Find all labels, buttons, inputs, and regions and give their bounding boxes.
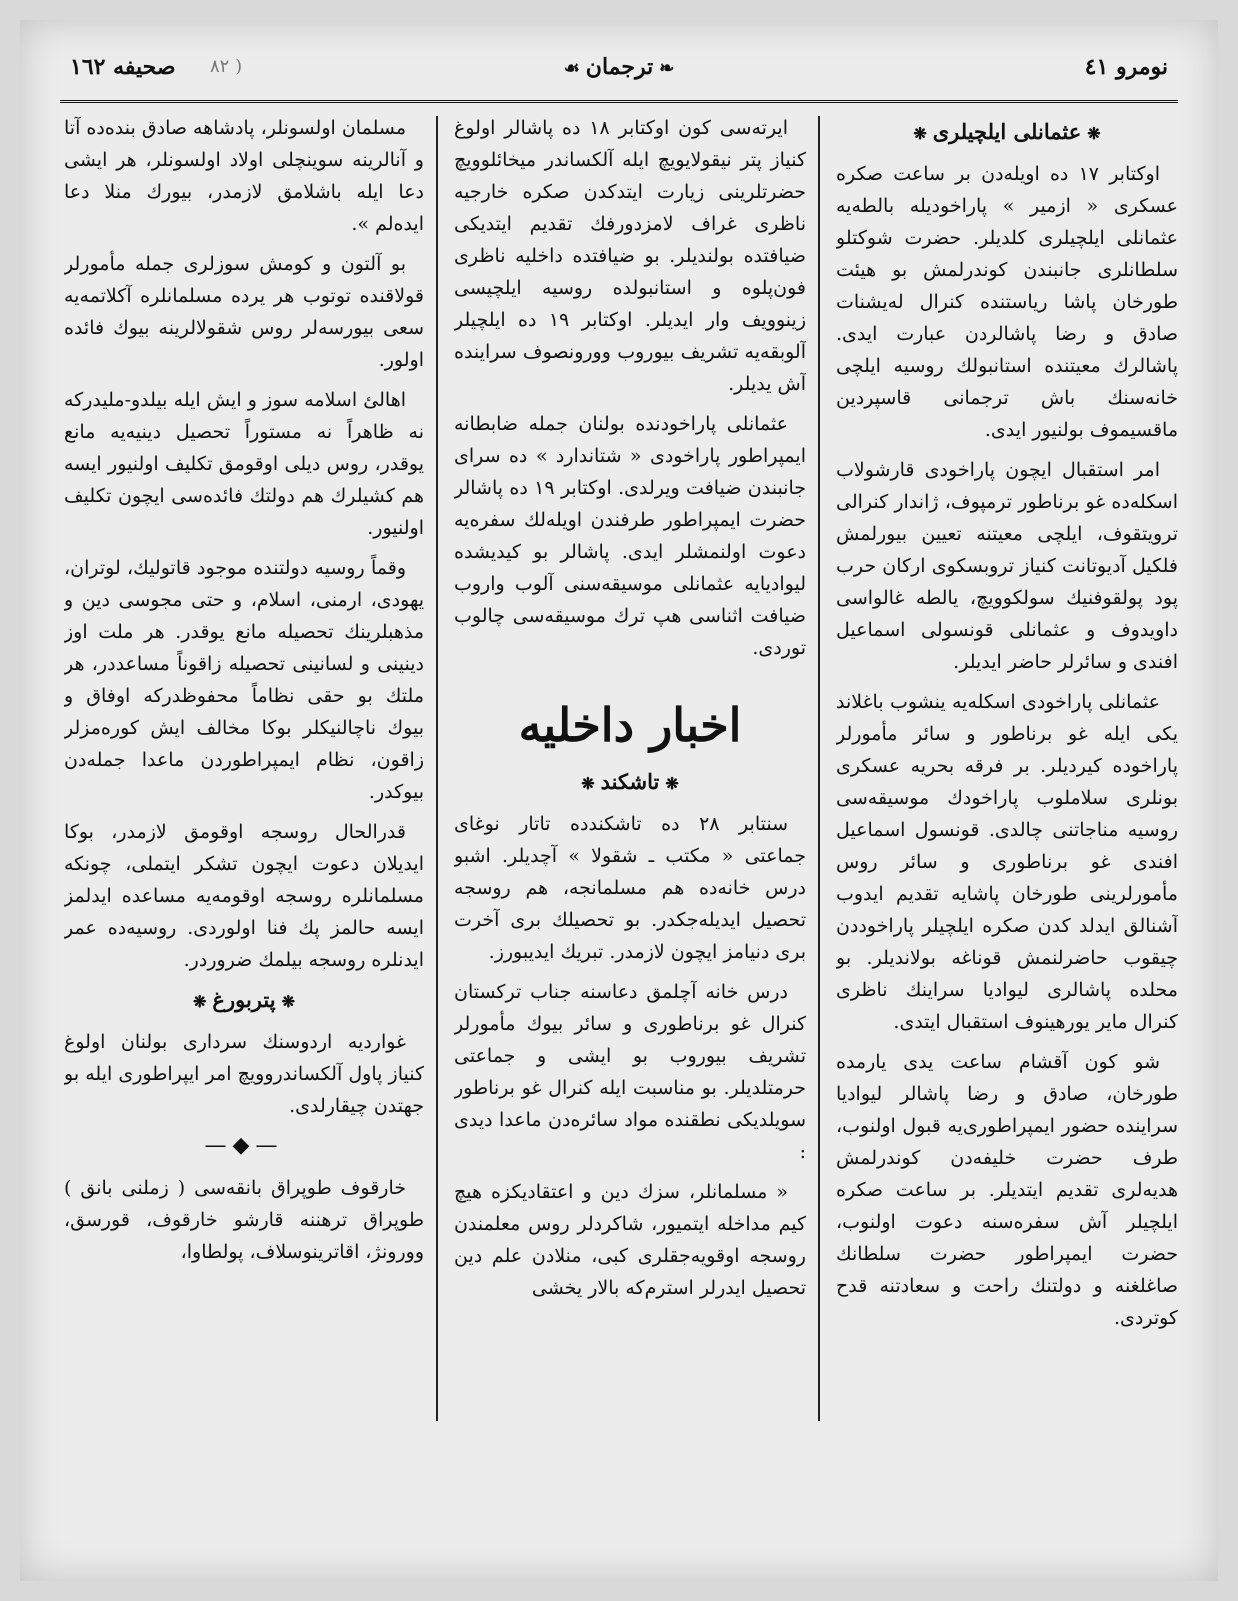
- ornament-icon: ❋: [665, 774, 679, 793]
- paragraph: اوكتابر ١٧ ده اويله‌دن بر ساعت صكره عسكری « ازمير » پاراخوديله بالطه‌يه عثمانلی ايلچيلری كلديلر. حضرت شوكتلو سلطانلری جانبندن كوندرلمش بو هيئت طورخان پاشا رياستنده كنرال له‌يشنات صادق و رضا پاشالردن عبارت ايدی. پاشالرك معيتنده استانبولك روسيه ايلچی خانه‌سنك باش ترجمانی قاسپردين ماقسيموف بولنيور ايدی.: [836, 163, 1178, 441]
- masthead-title: [558, 54, 681, 80]
- paragraph: خارقوف طوپراق بانقه‌سی ( زملنی بانق ) طوپراق ترهننه قارشو خارقوف، قورسق، وورونژ، اقاترينوسلاف، پولطاوا،: [64, 1177, 424, 1263]
- newspaper-page: [20, 20, 1218, 1581]
- paragraph: بو آلتون و كومش سوزلری جمله مأمورلر قولاقنده توتوب هر يرده مسلمانلره آكلاتمه‌يه سعی بيورسه‌لر روس شقولالرينه بيوك فائده اولور.: [64, 253, 424, 371]
- column-middle: [454, 112, 806, 1551]
- column-rule: [436, 116, 438, 1421]
- ornament-icon: ☙: [563, 58, 580, 79]
- column-rule: [818, 116, 820, 1421]
- section-heading-text: پتربورغ: [212, 987, 276, 1012]
- page-header: [60, 40, 1178, 100]
- section-main-heading: اخبار داخليه: [518, 698, 742, 752]
- paragraph: غواردیه اردوسنك سرداری بولنان اولوغ كنياز پاول آلكساندروويچ امر ايپراطوری ايله بو جهتدن چيقارلدی.: [64, 1031, 424, 1117]
- ornament-icon: ❋: [1087, 124, 1101, 143]
- paragraph: عثمانلی پاراخودنده بولنان جمله ضابطانه ايمپراطور پاراخودی « شتاندارد » ده سرای جانبندن ضيافت ويرلدی. اوكتابر ١٩ ده پاشالر حضرت ايمپراطور طرفندن اويله‌لك سفره‌يه دعوت اولنمشلر ايدی. پاشالر بو كيديشده ليواديايه عثمانلی موسيقه‌سنی آلوب واروب ضيافت اثناسی هپ ترك موسيقه‌سی چالوب توردی.: [454, 413, 806, 659]
- paragraph: سنتابر ٢٨ ده تاشكندده تاتار نوغای جماعتی « مكتب ـ شقولا » آچديلر. اشبو درس خانه‌ده هم مسلمانجه، هم روسجه تحصيل ايديله‌جكدر. بو تحصيلك بری آخرت بری دنيامز ايچون لازمدر. تبريك ايديبورز.: [454, 813, 806, 963]
- page-number: صحيفه ١٦٢: [70, 54, 176, 80]
- paragraph: وقماً روسيه دولتنده موجود قاتوليك، لوتران، يهودی، ارمنی، اسلام، و حتی مجوسی دين و مذهبلرينك تحصيله مانع يوقدر. هر ملت اوز دينينی و لسانينی تحصيله زاقوناً مساعددر، هر ملتك بو حقی نظاماً محفوظدركه اوفاق و بيوك ناچالنيكلر بوكا مخالف ايش كوره‌مزلر زاقون، نظام ايمپراطوردن ماعدا جمله‌دن بيوكدر.: [64, 557, 424, 803]
- page-note: ( ٨٢: [210, 56, 243, 77]
- section-heading: [836, 116, 1178, 150]
- ornament-icon: ❋: [581, 774, 595, 793]
- section-heading-text: عثمانلی ايلچيلری: [932, 119, 1082, 144]
- section-heading: [64, 984, 424, 1018]
- ornament-icon: ❋: [281, 992, 295, 1011]
- paragraph: قدرالحال روسجه اوقومق لازمدر، بوكا ايديلان دعوت ايچون تشكر ايتملی، چونكه مسلمانلره روسجه اوقومه‌يه مساعده ايدلمز ايسه حالمز پك فنا اولوردی. روسيه‌ده عمر ايدنلره روسجه بيلمك ضروردر.: [64, 821, 424, 971]
- paragraph: ايرته‌سی كون اوكتابر ١٨ ده پاشالر اولوغ كنياز پتر نيقولايويچ ايله آلكساندر ميخائلوويچ حضرتلرينی زيارت ايتدكدن صكره خارجيه ناظری غراف لامزدورفك تقديم ايتديكی ضيافتده بولنديلر. بو ضيافتده داخليه ناظری فون‌پلوه و استانبولده روسيه ايلچيسی زينوويف وار ايديلر. اوكتابر ١٩ ده ايلچيلر آلوبقه‌يه تشريف بيوروب وورونصوف سراينده آش يديلر.: [454, 117, 806, 395]
- paragraph: مسلمان اولسونلر، پادشاهه صادق بنده‌ده آتا و آنالرينه سوينچلی اولاد اولسونلر، هر ايشی دعا ايله باشلامق لازمدر، بيورك منلا دعا ايده‌لم ».: [64, 117, 424, 235]
- column-left: [64, 112, 424, 1551]
- paragraph: « مسلمانلر، سزك دين و اعتقاديكزه هيچ كيم مداخله ايتميور، شاكردلر روس معلمندن روسجه اوقويه‌جقلری كبی، منلادن علم دين تحصيل ايدرلر استرم‌كه بالار يخشی: [454, 1181, 806, 1299]
- section-heading-text: تاشكند: [600, 769, 660, 794]
- ornament-icon: ❋: [193, 992, 207, 1011]
- paragraph: شو كون آقشام ساعت يدی يارمده طورخان، صادق و رضا پاشالر ليواديا سراينده حضور ايمپراطوری‌يه قبول اولنوب، طرف حضرت خليفه‌دن كوندرلمش هديه‌لری تقديم ايتديلر. بر ساعت صكره ايلچيلر آش سفره‌سنه دعوت اولنوب، حضرت ايمپراطور حضرت سلطانك صاغلغنه و دولتنك راحت و سعادتنه قدح كوتردی.: [836, 1051, 1178, 1329]
- paragraph: امر استقبال ايچون پاراخودی قارشولاب اسكله‌ده غو برناطور ترمپوف، ژاندار كنرالی ترويتقوف، ايلچی معيتنه تعيين بيورلمش فلكيل آديوتانت كنياز تروبسكوی اركان حرب پود پولقوفنيك سولكوويچ، يالطه غالواسی داويدوف و عثمانلی قونسولی اسماعيل افندی و سائرلر حاضر ايديلر.: [836, 459, 1178, 673]
- paragraph: درس خانه آچلمق دعاسنه جناب تركستان كنرال غو برناطوری و سائر بيوك مأمورلر تشريف بيوروب بو ايشی و جماعتی حرمتلديلر. بو مناسبت ايله كنرال غو برناطور سويلديكی نطقنده مواد سائره‌دن ماعدا ديدی :: [454, 981, 806, 1163]
- masthead-text: ترجمان: [585, 54, 654, 80]
- column-right: [836, 112, 1178, 1551]
- ornament-divider-icon: —◆—: [204, 1133, 284, 1158]
- paragraph: اهالئ اسلامه سوز و ايش ايله بيلدو-مليدركه نه ظاهراً نه مستوراً تحصيل دينيه‌يه مانع يوقدر، روس ديلی اوقومق تكليف اولنيور ايسه هم كشيلرك هم دولتك فائده‌سی ايچون تكليف اولنيور.: [64, 389, 424, 539]
- ornament-icon: ❧: [659, 58, 675, 79]
- paragraph: عثمانلی پاراخودی اسكله‌يه ينشوب باغلاند يكی ايله غو برناطور و سائر مأمورلر پاراخوده كيرديلر. بر فرقه بحريه عسكری بونلری سلاملوب پاراخودك موسيقه‌سی روسيه مناجاتنی چالدی. قونسول اسماعيل افندی غو برناطوری و سائر روس مأمورلرينی طورخان پاشايه تقديم ايدوب آشنالق ايدلد كدن صكره ايلچيلر پاراخوددن چيقوب حاضرلنمش قوناغه بولانديلر. بو محلده پاشالری ليواديا سراينك ناظری كنرال ماير يورهينوف استقبال ايتدی.: [836, 691, 1178, 1033]
- header-rule: [60, 100, 1178, 103]
- section-heading: [454, 766, 806, 800]
- issue-number: نومرو ٤١: [1084, 54, 1168, 80]
- ornament-icon: ❋: [913, 124, 927, 143]
